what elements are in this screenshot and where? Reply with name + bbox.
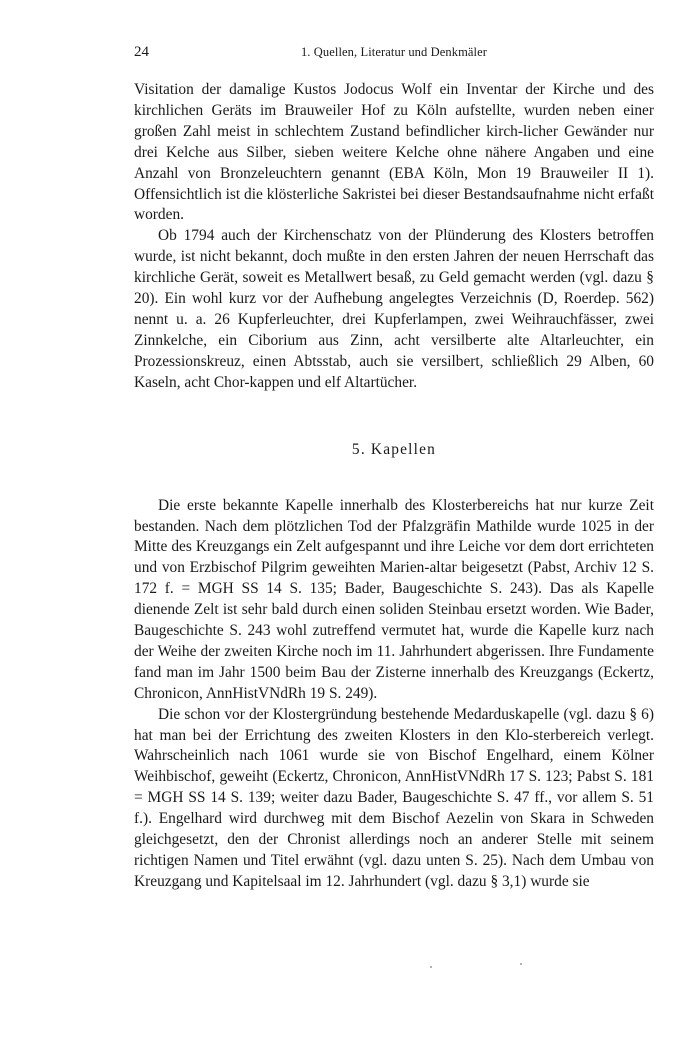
running-title: 1. Quellen, Literatur und Denkmäler <box>300 45 488 59</box>
scan-specks <box>430 963 530 969</box>
section-heading: 5. Kapellen <box>351 440 437 458</box>
paragraph-medardus-chapel: Die schon vor der Klostergründung bestehende Medarduskapelle (vgl. dazu § 6) hat man bei der Errichtung des zweiten Klosters in den Klo-sterbereich verlegt. Wahrscheinlich nach 1061 wurde sie von Bischof Engelhard, einem Kölner Weihbischof, geweiht (Eckertz, Chronicon, AnnHistVNdRh 17 S. 123; Pabst S. 181 = MGH SS 14 S. 139; weiter dazu Bader, Baugeschichte S. 47 ff., vor allem S. 51 f.). Engelhard wird durchweg mit dem Bischof Aezelin von Skara in Schweden gleichgesetzt, den der Chronist allerdings noch an anderer Stelle mit seinem richtigen Namen und Titel erwähnt (vgl. dazu unten S. 25). Nach dem Umbau von Kreuzgang und Kapitelsaal im 12. Jahrhundert (vgl. dazu § 3,1) wurde sie <box>134 705 654 890</box>
paragraph-plunder: Ob 1794 auch der Kirchenschatz von der Plünderung des Klosters betroffen wurde, ist nicht bekannt, doch mußte in den ersten Jahren der neuen Herrschaft das kirchliche Gerät, soweit es Metallwert besaß, zu Geld gemacht werden (vgl. dazu § 20). Ein wohl kurz vor der Aufhebung angelegtes Verzeichnis (D, Roerdep. 562) nennt u. a. 26 Kupferleuchter, drei Kupferlampen, zwei Weihrauchfässer, zwei Zinnkelche, ein Ciborium aus Zinn, acht versilberte alte Altarleuchter, ein Prozessionskreuz, einen Abtsstab, auch sie versilbert, schließlich 29 Alben, 60 Kaseln, acht Chor-kappen und elf Altartücher. <box>134 227 654 391</box>
scan-speck <box>520 963 522 965</box>
scan-speck <box>430 966 432 968</box>
book-page <box>134 44 654 893</box>
paragraph-inventory: Visitation der damalige Kustos Jodocus Wolf ein Inventar der Kirche und des kirchlichen Geräts im Brauweiler Hof zu Köln aufstellte, wurden neben einer großen Zahl meist in schlechtem Zustand befindlicher kirch-licher Gewänder nur drei Kelche aus Silber, sieben weitere Kelche ohne nähere Angaben und eine Anzahl von Bronzeleuchtern genannt (EBA Köln, Mon 19 Brauweiler II 1). Offensichtlich ist die klösterliche Sakristei bei dieser Bestandsaufnahme nicht erfaßt worden. <box>134 81 654 224</box>
page-number: 24 <box>134 44 149 60</box>
paragraph-first-chapel: Die erste bekannte Kapelle innerhalb des Klosterbereichs hat nur kurze Zeit bestanden. Nach dem plötzlichen Tod der Pfalzgräfin Mathilde wurde 1025 in der Mitte des Kreuzgangs ein Zelt aufgespannt und ihre Leiche vor dem dort errichteten und von Erzbischof Pilgrim geweihten Marien-altar beigesetzt (Pabst, Archiv 12 S. 172 f. = MGH SS 14 S. 135; Bader, Baugeschichte S. 243). Das als Kapelle dienende Zelt ist sehr bald durch einen soliden Steinbau ersetzt worden. Wie Bader, Baugeschichte S. 243 wohl zutreffend vermutet hat, wurde die Kapelle kurz nach der Weihe der zweiten Kirche noch im 11. Jahrhundert abgerissen. Ihre Fundamente fand man im Jahr 1500 beim Bau der Zisterne innerhalb des Kreuzgangs (Eckertz, Chronicon, AnnHistVNdRh 19 S. 249). <box>134 496 654 702</box>
running-head <box>134 44 654 66</box>
